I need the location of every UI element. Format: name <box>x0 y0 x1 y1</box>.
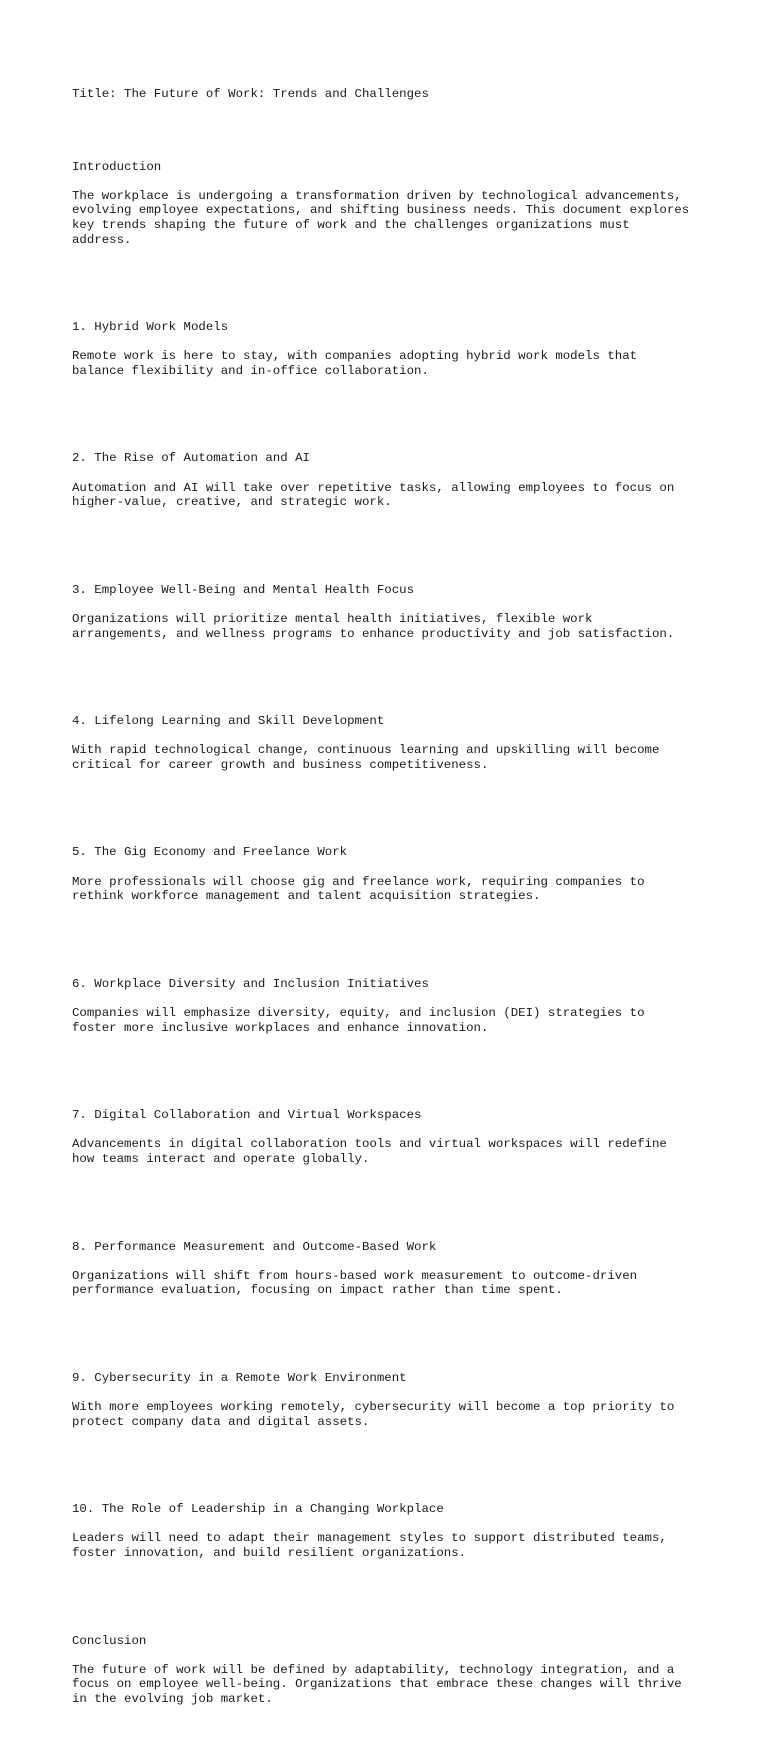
section-body: More professionals will choose gig and freelance work, requiring companies to rethink workforce management and talent acquisition strategies. <box>72 874 645 904</box>
section-hybrid-work-models <box>72 306 712 394</box>
section-heading: Conclusion <box>72 1633 147 1648</box>
document-title: Title: The Future of Work: Trends and Challenges <box>72 86 429 101</box>
section-employee-well-being <box>72 568 712 656</box>
section-body: Companies will emphasize diversity, equity, and inclusion (DEI) strategies to foster more inclusive workplaces and enhance innovation. <box>72 1006 645 1035</box>
section-body: With more employees working remotely, cybersecurity will become a top priority to protect company data and digital assets. <box>72 1400 675 1429</box>
section-heading: 2. The Rise of Automation and AI <box>72 451 310 466</box>
section-leadership <box>72 1488 712 1576</box>
section-digital-collaboration <box>72 1094 712 1182</box>
section-heading: Introduction <box>72 159 162 174</box>
section-lifelong-learning <box>72 700 712 788</box>
section-body: Leaders will need to adapt their management styles to support distributed teams, foster innovation, and build resilient organizations. <box>72 1531 667 1560</box>
section-body: The future of work will be defined by adaptability, technology integration, and a focus on employee well-being. Organizations that embrace these changes will thrive in the evolving job market. <box>72 1662 682 1706</box>
section-body: Remote work is here to stay, with companies adopting hybrid work models that balance flexibility and in-office collaboration. <box>72 349 638 378</box>
section-body: Organizations will shift from hours-based work measurement to outcome-driven performance evaluation, focusing on impact rather than time spent. <box>72 1268 638 1298</box>
section-diversity-inclusion <box>72 962 712 1050</box>
section-body: Automation and AI will take over repetitive tasks, allowing employees to focus on higher-value, creative, and strategic work. <box>72 480 675 510</box>
section-body: Advancements in digital collaboration tools and virtual workspaces will redefine how teams interact and operate globally. <box>72 1137 667 1166</box>
section-body: Organizations will prioritize mental health initiatives, flexible work arrangements, and wellness programs to enhance productivity and job satisfaction. <box>72 611 675 641</box>
section-cybersecurity <box>72 1356 712 1444</box>
section-heading: 7. Digital Collaboration and Virtual Workspaces <box>72 1108 422 1123</box>
section-heading: 4. Lifelong Learning and Skill Development <box>72 714 385 729</box>
section-conclusion <box>72 1619 712 1721</box>
section-heading: 8. Performance Measurement and Outcome-Based Work <box>72 1239 437 1254</box>
section-performance-measurement <box>72 1225 712 1313</box>
section-body: With rapid technological change, continuous learning and upskilling will become critical for career growth and business competitiveness. <box>72 743 660 772</box>
section-heading: 6. Workplace Diversity and Inclusion Initiatives <box>72 976 429 991</box>
section-heading: 1. Hybrid Work Models <box>72 320 229 335</box>
section-gig-economy <box>72 831 712 919</box>
section-body: The workplace is undergoing a transformation driven by technological advancements, evolving employee expectations, and shifting business needs. This document explores key trends shaping the future of work and the challenges organizations must address. <box>72 188 690 247</box>
section-heading: 3. Employee Well-Being and Mental Health Focus <box>72 582 415 597</box>
section-automation-and-ai <box>72 437 712 525</box>
document-page <box>72 72 712 1750</box>
section-heading: 9. Cybersecurity in a Remote Work Environment <box>72 1370 407 1385</box>
section-heading: 10. The Role of Leadership in a Changing Workplace <box>72 1502 444 1517</box>
section-heading: 5. The Gig Economy and Freelance Work <box>72 845 348 860</box>
section-introduction <box>72 145 712 262</box>
